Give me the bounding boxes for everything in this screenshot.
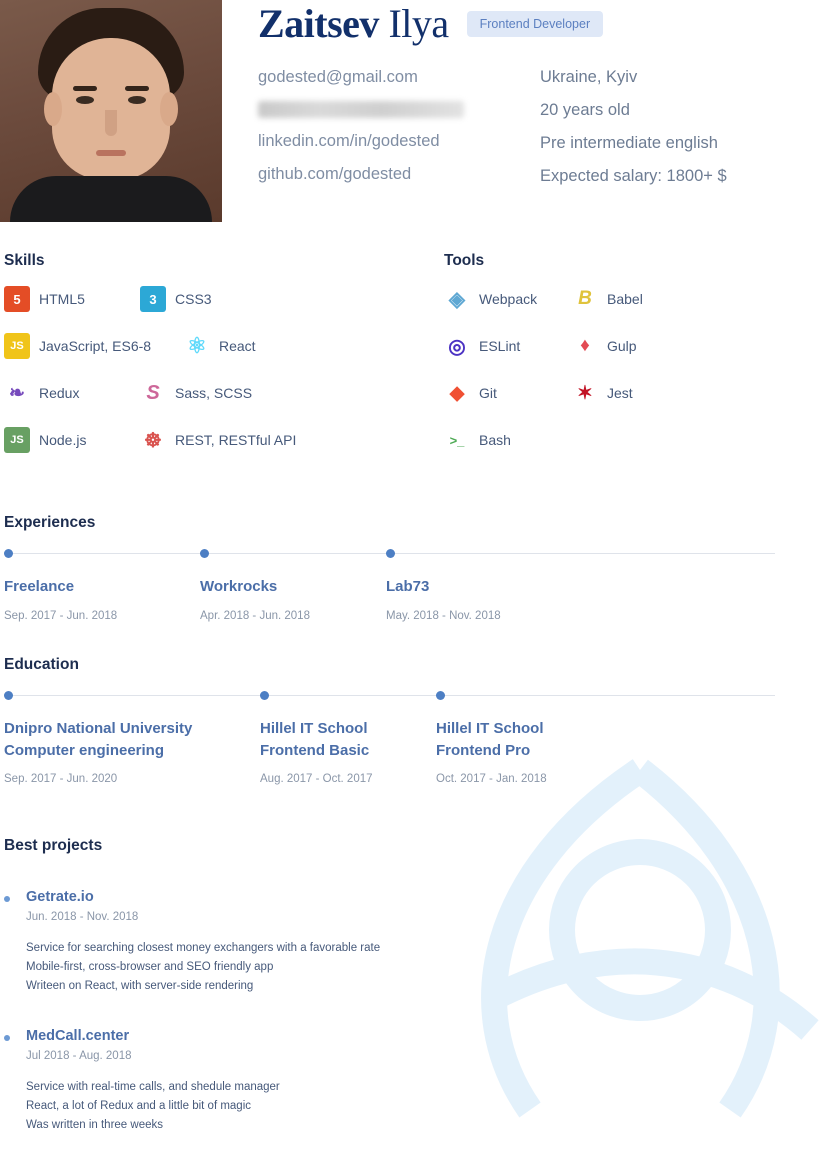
jest-icon: ✶ xyxy=(577,382,593,404)
skill-label: CSS3 xyxy=(175,291,212,307)
projects-section xyxy=(0,837,820,1135)
location-text: Ukraine, Kyiv xyxy=(540,68,638,86)
timeline-dot xyxy=(260,691,269,700)
tool-item xyxy=(444,286,572,312)
experience-date: May. 2018 - Nov. 2018 xyxy=(386,609,501,622)
timeline-dot xyxy=(4,549,13,558)
experiences-timeline xyxy=(4,548,820,622)
skill-item xyxy=(4,286,140,312)
project-item xyxy=(4,889,820,996)
tool-item xyxy=(572,286,700,312)
experience-company: Lab73 xyxy=(386,578,430,595)
email-text[interactable]: godested@gmail.com xyxy=(258,68,418,86)
project-body xyxy=(26,1028,280,1135)
sass-icon: S xyxy=(146,381,160,404)
education-program: Frontend Basic xyxy=(260,741,370,759)
skills-section xyxy=(4,252,444,474)
redux-icon: ❧ xyxy=(9,382,25,404)
skill-item xyxy=(184,333,320,359)
css3-icon: 3 xyxy=(140,286,166,312)
contacts-column xyxy=(258,68,540,200)
tools-title: Tools xyxy=(444,252,485,269)
timeline-dot xyxy=(200,549,209,558)
first-name: Ilya xyxy=(388,1,449,46)
project-date: Jul 2018 - Aug. 2018 xyxy=(26,1050,132,1063)
experience-company: Freelance xyxy=(4,578,75,595)
education-section xyxy=(0,656,820,786)
experience-entry xyxy=(386,548,586,622)
tool-item xyxy=(444,427,572,453)
header xyxy=(0,0,820,222)
tool-item xyxy=(572,380,700,406)
eslint-icon: ◎ xyxy=(448,335,466,358)
avatar xyxy=(0,0,222,222)
english-text: Pre intermediate english xyxy=(540,134,718,152)
education-date: Sep. 2017 - Jun. 2020 xyxy=(4,773,118,786)
gulp-icon: ♦ xyxy=(580,335,590,356)
last-name: Zaitsev xyxy=(258,1,379,46)
experience-company: Workrocks xyxy=(200,578,278,595)
project-description xyxy=(26,939,380,996)
education-program: Frontend Pro xyxy=(436,741,531,759)
contacts xyxy=(258,68,820,200)
education-school: Hillel IT School xyxy=(260,719,368,737)
education-timeline xyxy=(4,690,820,786)
project-date: Jun. 2018 - Nov. 2018 xyxy=(26,911,139,924)
experience-date: Apr. 2018 - Jun. 2018 xyxy=(200,609,310,622)
html5-icon: 5 xyxy=(4,286,30,312)
education-school: Hillel IT School xyxy=(436,719,544,737)
education-entry xyxy=(260,690,436,786)
page-title xyxy=(258,2,449,46)
timeline-row xyxy=(4,690,820,786)
age-text: 20 years old xyxy=(540,101,630,119)
education-date: Oct. 2017 - Jan. 2018 xyxy=(436,773,547,786)
phone-redacted xyxy=(258,101,464,118)
education-date: Aug. 2017 - Oct. 2017 xyxy=(260,773,373,786)
globe-icon: ☸ xyxy=(144,429,162,452)
git-icon: ◆ xyxy=(449,382,465,404)
webpack-icon: ◈ xyxy=(448,287,466,311)
project-name[interactable]: MedCall.center xyxy=(26,1028,130,1045)
nodejs-icon: JS xyxy=(4,427,30,453)
experiences-title: Experiences xyxy=(4,514,96,531)
project-desc-line: Was written in three weeks xyxy=(26,1119,163,1132)
info-column xyxy=(540,68,820,200)
skill-item xyxy=(140,380,320,406)
github-link[interactable]: github.com/godested xyxy=(258,165,412,183)
linkedin-link[interactable]: linkedin.com/in/godested xyxy=(258,132,440,150)
role-badge: Frontend Developer xyxy=(467,11,603,37)
experiences-section xyxy=(0,514,820,622)
timeline-row xyxy=(4,548,820,622)
skills-tools-section xyxy=(0,222,820,474)
experience-date: Sep. 2017 - Jun. 2018 xyxy=(4,609,118,622)
project-desc-line: Mobile-first, cross-browser and SEO friendly app xyxy=(26,961,274,974)
project-name[interactable]: Getrate.io xyxy=(26,889,94,906)
babel-icon: B xyxy=(578,288,592,309)
experience-entry xyxy=(4,548,200,622)
skills-title: Skills xyxy=(4,252,45,269)
skill-label: Node.js xyxy=(39,432,87,448)
header-details xyxy=(222,0,820,222)
project-desc-line: Service with real-time calls, and shedule manager xyxy=(26,1081,280,1094)
project-desc-line: React, a lot of Redux and a little bit of magic xyxy=(26,1100,252,1113)
skill-item xyxy=(140,427,320,453)
skill-item xyxy=(140,286,276,312)
skill-item xyxy=(4,380,140,406)
salary-text: Expected salary: 1800+ $ xyxy=(540,167,727,185)
bullet-icon xyxy=(4,889,26,996)
project-desc-line: Service for searching closest money exchangers with a favorable rate xyxy=(26,942,381,955)
skill-label: React xyxy=(219,338,256,354)
skills-list xyxy=(4,286,444,474)
tool-item xyxy=(444,380,572,406)
tool-label: Gulp xyxy=(607,338,637,354)
timeline-dot xyxy=(386,549,395,558)
skill-label: Redux xyxy=(39,385,80,401)
timeline-dot xyxy=(4,691,13,700)
education-entry xyxy=(4,690,260,786)
education-school: Dnipro National University xyxy=(4,719,193,737)
tools-list xyxy=(444,286,820,474)
js-icon: JS xyxy=(4,333,30,359)
project-description xyxy=(26,1078,280,1135)
project-item xyxy=(4,1028,820,1135)
react-icon: ⚛ xyxy=(187,333,207,358)
skill-label: REST, RESTful API xyxy=(175,432,297,448)
project-desc-line: Writeen on React, with server-side rendering xyxy=(26,980,254,993)
tool-label: Webpack xyxy=(479,291,538,307)
tool-label: Git xyxy=(479,385,497,401)
tool-label: ESLint xyxy=(479,338,521,354)
skill-item xyxy=(4,333,184,359)
education-program: Computer engineering xyxy=(4,741,165,759)
skill-item xyxy=(4,427,140,453)
tool-item xyxy=(572,333,700,359)
tool-label: Bash xyxy=(479,432,511,448)
projects-title: Best projects xyxy=(4,837,103,855)
skill-label: HTML5 xyxy=(39,291,85,307)
skill-label: JavaScript, ES6-8 xyxy=(39,338,152,354)
tool-item xyxy=(444,333,572,359)
experience-entry xyxy=(200,548,386,622)
name-row xyxy=(258,2,820,46)
tools-section xyxy=(444,252,820,474)
education-entry xyxy=(436,690,636,786)
bash-icon: >_ xyxy=(449,432,465,448)
project-body xyxy=(26,889,380,996)
tool-label: Babel xyxy=(607,291,643,307)
tool-label: Jest xyxy=(607,385,633,401)
education-title: Education xyxy=(4,655,79,673)
bullet-icon xyxy=(4,1028,26,1135)
timeline-dot xyxy=(436,691,445,700)
skill-label: Sass, SCSS xyxy=(175,385,253,401)
